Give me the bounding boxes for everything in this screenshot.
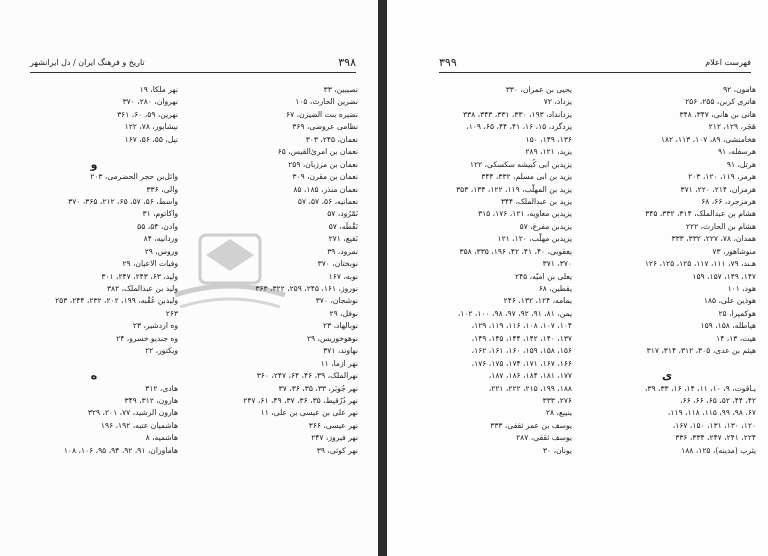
right-page-left-column: [392, 84, 572, 457]
index-entry: یعقوبی، ۴۰، ۴۱، ۴۲، ۱۹۶، ۳۳۵، ۳۵۸: [459, 246, 572, 256]
index-entry: وردانیه، ۸۴: [143, 234, 178, 244]
index-entry: نهرین، ۵۹، ۶۰، ۳۶۱: [117, 109, 178, 119]
index-entry: هشام بن عبدالملک، ۳۱۴، ۳۳۲، ۳۴۵: [645, 209, 756, 219]
index-entry: نعمان بن مرزبان، ۲۵۹: [288, 159, 358, 169]
index-entry: نصیبین، ۳۳: [323, 85, 358, 94]
index-entry: یثرب (مدینه)، ۱۲۵، ۱۸۸: [681, 445, 756, 455]
index-entry: یزدانداد، ۱۹۳، ۳۳۰، ۳۳۱، ۳۴۳، ۳۳۸: [462, 109, 572, 119]
index-entry: یزیدبن معاویه، ۱۲۱، ۱۷۶، ۳۱۵: [478, 209, 572, 219]
index-entry: نوروز، ۱۶۱، ۲۴۵، ۲۵۹، ۳۲۲، ۳۶۳: [255, 284, 358, 293]
index-entry: ۳۷۰، ۳۷۱: [542, 259, 572, 269]
index-entry: نهاوند، ۳۷۱: [323, 346, 358, 356]
index-entry: ۱۳۶، ۱۴۹، ۱۵۰: [525, 134, 572, 144]
index-entry: والی، ۳۳۶: [146, 184, 178, 194]
index-entry: یقطین، ۶۸: [538, 284, 572, 293]
index-entry: نهر عیسی، ۳۶۶: [308, 420, 358, 430]
index-entry: نعمان بن مقرن، ۳۰۹: [292, 172, 358, 182]
index-entry: یزدگرد، ۱۵، ۱۶، ۴۱، ۴۴، ۶۵، ۱۰۹،: [466, 122, 572, 132]
index-entry: نهرالملک، ۳۹، ۴۶، ۶۴، ۲۴۷، ۳۶۰: [256, 371, 358, 381]
index-entry: ۱۳۷، ۱۴۰، ۱۴۲، ۱۴۴، ۱۴۵، ۱۴۹،: [471, 333, 572, 343]
index-entry: نیل، ۵۵، ۵۶، ۱۶۷: [124, 134, 178, 144]
index-entry: نهر دُرُقیط، ۳۵، ۳۶، ۳۷، ۴۹، ۶۱، ۲۴۷: [243, 395, 358, 405]
index-entry: هرسفله، ۹۱: [717, 147, 756, 157]
index-entry: یوسف ثقفی، ۲۸۷: [516, 433, 572, 443]
index-entry: وه اردشیر، ۲۳: [132, 321, 178, 331]
index-entry: یزیدبن مفرغ، ۵۷: [519, 221, 572, 231]
index-entry: ولید، ۶۳، ۲۴۳، ۲۴۷، ۳۰۱: [101, 271, 178, 281]
right-page: [387, 0, 768, 556]
index-entry: هود، ۱۰۱: [727, 284, 756, 293]
index-entry: هرمزجرد، ۶۶، ۶۸: [701, 196, 756, 206]
index-entry: هرمزان، ۲۱۴، ۲۲۰، ۳۷۱: [680, 184, 756, 194]
index-entry: وه جندیو خسرو، ۲۴: [116, 333, 178, 343]
index-letter-heading: ه: [90, 370, 98, 383]
index-entry: نوفل، ۲۹: [329, 308, 358, 318]
index-entry: هانی بن هانی، ۳۴۷، ۳۴۸: [679, 109, 756, 119]
index-entry: نعمان، ۲۴۵، ۳۰۳: [305, 134, 358, 144]
index-entry: هیاطله، ۱۵۸، ۱۵۹: [700, 321, 756, 331]
index-entry: هوکمپرا، ۲۵: [718, 308, 756, 318]
index-entry: یزداد، ۷۲: [543, 97, 572, 107]
index-entry: هامون، ۹۲: [723, 85, 756, 94]
index-entry: نضیره بنت الضیزن، ۶۷: [286, 109, 358, 119]
index-entry: ۱۷۷، ۱۸۱، ۱۸۴، ۱۸۶، ۱۸۷،: [488, 371, 572, 381]
index-entry: هاتری کربن، ۲۵۵، ۲۵۶: [685, 97, 756, 107]
index-entry: ۱۰۴، ۱۰۷، ۱۰۸، ۱۱۶، ۱۱۹، ۱۲۹،: [471, 321, 572, 331]
right-page-number: ۳۹۹: [439, 56, 457, 69]
index-entry: یـاقوت، ۹، ۱۰، ۱۱، ۱۴، ۱۶، ۳۳، ۳۹،: [644, 383, 756, 393]
index-entry: نهر علی بن عیسی بن علی، ۱۱: [260, 408, 358, 418]
book-gutter: [378, 0, 387, 556]
index-entry: نَفیع، ۲۷۱: [328, 234, 358, 244]
index-entry: واکاتوم، ۳۱: [142, 209, 178, 219]
index-entry: [10, 146, 178, 158]
index-entry: ینیبع، ۲۸: [545, 408, 572, 418]
index-entry: یمامه، ۱۲۴، ۱۳۲، ۲۴۶: [503, 296, 572, 306]
index-entry: هـند، ۷۹، ۱۱۱، ۱۱۷، ۱۲۵، ۱۲۵، ۱۲۶: [644, 259, 756, 269]
index-entry: ۶۷، ۹۸، ۹۹، ۱۱۵، ۱۱۸، ۱۱۹،: [667, 408, 756, 418]
index-entry: همدان، ۷۸، ۲۲۷، ۳۳۲، ۳۳۳: [671, 234, 756, 244]
index-entry: وروس، ۲۹: [144, 246, 178, 256]
right-page-header: [439, 54, 751, 73]
right-running-title: فهرست اعلام: [705, 58, 751, 67]
index-entry: ویکتور، ۲۲: [145, 346, 178, 356]
index-entry: هرمز، ۱۱۹، ۱۲۰، ۲۰۳: [688, 172, 756, 182]
index-entry: نهر فیروز، ۲۴۷: [311, 433, 358, 443]
index-entry: ۲۲۴، ۲۴۱، ۲۴۷، ۳۳۴، ۳۳۶: [675, 433, 756, 443]
index-entry: نوشجان، ۳۷۰: [315, 296, 358, 306]
index-entry: یونان، ۳۰: [542, 445, 572, 455]
index-entry: ۲۷۶، ۳۳۳: [542, 395, 572, 405]
index-entry: هیثم بن عدی، ۳۰۵، ۳۱۲، ۳۱۴، ۳۱۷: [646, 346, 756, 356]
index-letter-heading: و: [90, 158, 98, 171]
index-entry: نهر ازما، ۱۱: [320, 358, 358, 368]
index-entry: ۴۲، ۴۴، ۵۲، ۶۵، ۶۶، ۶۶،: [680, 395, 756, 405]
index-entry: هارون الرشید، ۷۷، ۲۰۱، ۳۲۹: [87, 408, 178, 418]
index-entry: نعمان بن امرئ‌القیس، ۶۵: [277, 147, 358, 157]
index-entry: منوشاهور، ۷۳: [712, 246, 756, 256]
index-entry: [10, 358, 178, 370]
index-entry: هشام بن الحارث، ۲۲۲: [685, 221, 756, 231]
index-entry: نضرین الحارث، ۱۰۵: [295, 97, 358, 107]
index-entry: ولید بن عبدالملک، ۳۸۲: [106, 284, 178, 293]
index-entry: نهر کوثی، ۳۹: [316, 445, 358, 455]
index-entry: هخامنشی، ۸۹، ۱۰۷، ۱۱۳، ۱۸۲: [660, 134, 756, 144]
index-entry: نهروان، ۲۸۰، ۳۷۰: [122, 97, 178, 107]
index-entry: نوبختان، ۳۷۰: [317, 259, 358, 269]
index-entry: یزیدبن مهلّب، ۱۲۰، ۱۲۱: [497, 234, 572, 244]
index-entry: وفیات الاعیان، ۲۹: [122, 259, 178, 269]
index-entry: ۲۶۳: [165, 308, 178, 318]
index-entry: ولیدبن عُقْبه، ۱۹۹، ۲۰۲، ۲۳۲، ۲۴۴، ۲۵۳: [55, 296, 178, 306]
index-entry: هاشمیان عتبه، ۱۹۲، ۱۹۶: [100, 420, 178, 430]
index-entry: ۱۵۶، ۱۵۸، ۱۵۹، ۱۶۰، ۱۶۱، ۱۶۲،: [471, 346, 572, 356]
left-page-number: ۳۹۸: [338, 56, 356, 69]
index-entry: نهر ملکا، ۱۹: [139, 85, 178, 94]
index-entry: واسط، ۵۶، ۵۷، ۶۵، ۲۱۲، ۳۶۵، ۳۷۰: [68, 196, 178, 206]
index-entry: هیت، ۱۳، ۱۴: [716, 333, 756, 343]
index-entry: هرتل، ۹۱: [726, 159, 756, 169]
index-entry: یزیدبن ابی کُبیشه سکسکی، ۱۲۲: [469, 159, 572, 169]
index-entry: نعمان منذر، ۱۸۵، ۸۵: [293, 184, 358, 194]
index-entry: نعمانیه، ۵۶، ۵۷، ۵۷: [297, 196, 358, 206]
right-page-right-column: [578, 84, 756, 457]
index-entry: یزید بن عبدالملک، ۳۴۴: [500, 196, 572, 206]
left-page: [0, 0, 378, 556]
index-entry: نظامی عروضی، ۳۶۹: [292, 122, 358, 132]
index-entry: یمن، ۸۱، ۹۱، ۹۲، ۹۷، ۹۸، ۱۰۰، ۱۰۲،: [457, 308, 572, 318]
index-entry: یعلی بن امیّه، ۲۴۵: [515, 271, 572, 281]
index-entry: [578, 358, 756, 370]
index-entry: ۱۸۸، ۱۹۹، ۲۱۵، ۲۲۲، ۲۲۱،: [488, 383, 572, 393]
index-entry: یزید بن المهلّب، ۱۱۹، ۱۲۲، ۱۳۴، ۳۵۳: [456, 184, 572, 194]
index-entry: یوسف بن عمر ثقفی، ۳۳۳: [490, 420, 572, 430]
index-entry: ۱۶۶، ۱۶۷، ۱۷۱، ۱۷۴، ۱۷۵، ۱۷۶،: [471, 358, 572, 368]
index-entry: هاماوران، ۹۱، ۹۲، ۹۴، ۹۵، ۱۰۶، ۱۰۸: [63, 445, 178, 455]
index-entry: یزید بن ابی مسلم، ۳۳۲، ۳۴۴: [481, 172, 572, 182]
index-entry: هادی، ۳۱۲: [145, 383, 178, 393]
index-entry: نَقْطَه، ۵۷: [328, 221, 358, 231]
index-entry: یزید، ۱۲۱، ۲۸۹: [525, 147, 572, 157]
index-entry: نوبه، ۱۶۷: [328, 271, 358, 281]
left-page-header: [30, 54, 356, 73]
index-entry: نَمْرُود، ۵۷: [327, 209, 358, 219]
index-entry: نمرود، ۳۹: [327, 246, 358, 256]
index-entry: یحیی بن عمران، ۳۳۰: [505, 85, 572, 94]
index-entry: نوهوخوریس، ۲۹: [306, 333, 358, 343]
index-entry: وادن، ۵۴، ۵۵: [137, 221, 178, 231]
index-entry: هوذین علی، ۱۸۵: [703, 296, 756, 306]
index-entry: هَجَر، ۱۲۹، ۲۱۲: [708, 122, 756, 132]
left-page-right-column: [198, 84, 358, 457]
index-entry: ۱۲۰، ۱۳۰، ۱۳۱، ۱۵۰، ۱۶۷،: [672, 420, 756, 430]
index-entry: نهر جُوبَر، ۳۳، ۳۵، ۳۶، ۳۷: [278, 383, 358, 393]
index-entry: نیشابور، ۷۸، ۱۲۲: [124, 122, 178, 132]
index-entry: وائل‌بن حجر الحضرمی، ۲۰۳: [90, 172, 178, 182]
index-letter-heading: ی: [661, 370, 673, 383]
index-entry: هارون، ۳۱۲، ۳۴۹: [124, 395, 178, 405]
index-entry: نوبالهاد، ۲۳: [322, 321, 358, 331]
left-running-title: تاریخ و فرهنگ ایران / دل ایرانشهر: [30, 58, 145, 67]
index-entry: هاشمیه، ۸: [145, 433, 178, 443]
left-page-left-column: [10, 84, 178, 457]
index-entry: ۱۴۷، ۱۴۹، ۱۵۷، ۱۵۹: [692, 271, 756, 281]
